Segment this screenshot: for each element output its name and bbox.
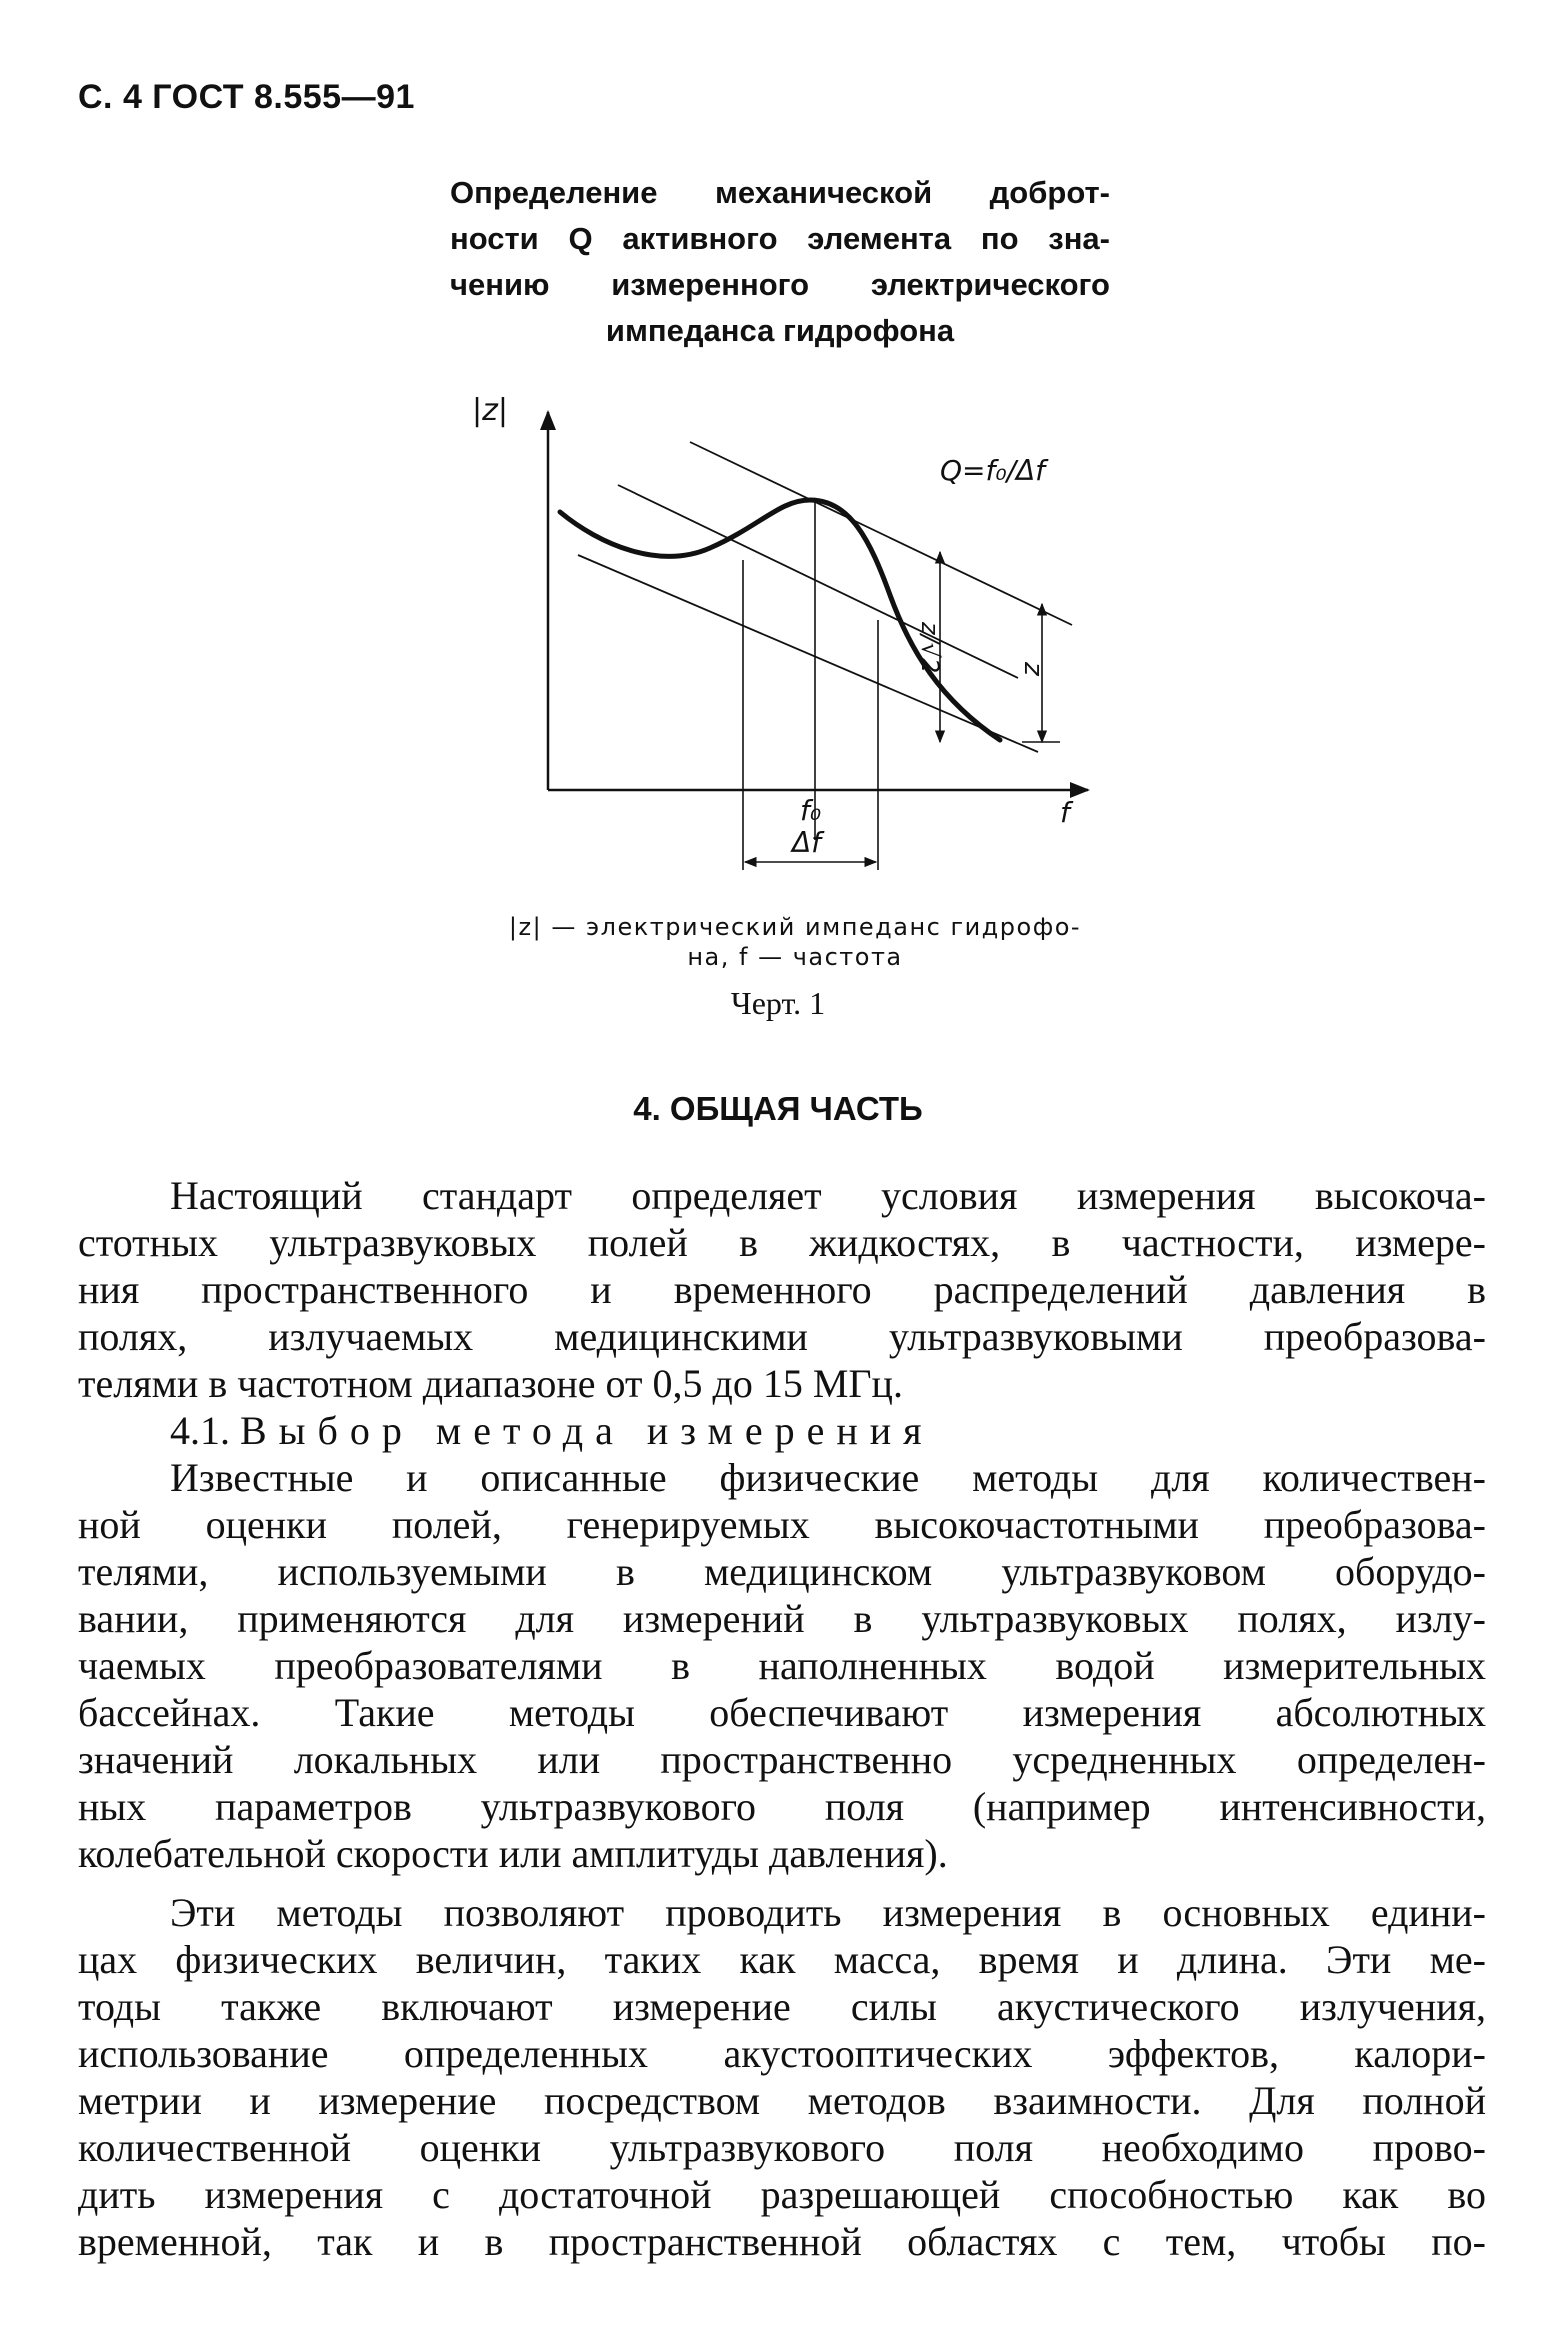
figure-title-line: импеданса гидрофона bbox=[605, 313, 955, 348]
text-line: тоды также включают измерение силы акустического излучения, bbox=[78, 1984, 1486, 2029]
z-label: z bbox=[1018, 662, 1048, 676]
caption-line: |z| — электрический импеданс гидрофо- bbox=[508, 913, 1082, 941]
subsection-title-text: Выбор метода измерения bbox=[240, 1408, 934, 1453]
figure-caption bbox=[470, 912, 1120, 972]
text-line: метрии и измерение посредством методов взаимности. Для полной bbox=[78, 2078, 1486, 2123]
text-line: вании, применяются для измерений в ультразвуковых полях, излу- bbox=[78, 1596, 1486, 1641]
text-line: значений локальных или пространственно усредненных определен- bbox=[78, 1737, 1486, 1782]
middle-reference-line bbox=[618, 485, 1018, 678]
paragraph-methods bbox=[78, 1454, 1486, 1877]
text-line: телями в частотном диапазоне от 0,5 до 15 МГц. bbox=[78, 1361, 903, 1406]
delta-f-label: Δf bbox=[792, 826, 822, 859]
text-line: чаемых преобразователями в наполненных водой измерительных bbox=[78, 1643, 1486, 1688]
impedance-curve bbox=[560, 500, 1000, 740]
impedance-diagram bbox=[460, 390, 1120, 890]
text-line: Известные и описанные физические методы для количествен- bbox=[170, 1455, 1486, 1500]
text-line: ных параметров ультразвукового поля (например интенсивности, bbox=[78, 1784, 1486, 1829]
text-line: количественной оценки ультразвукового поля необходимо прово- bbox=[78, 2125, 1486, 2170]
text-line: стотных ультразвуковых полей в жидкостях, в частности, измере- bbox=[78, 1220, 1486, 1265]
z-root2-label: z/√2 bbox=[916, 622, 944, 674]
figure-title-line: чению измеренного электрического bbox=[450, 267, 1110, 302]
text-line: бассейнах. Такие методы обеспечивают измерения абсолютных bbox=[78, 1690, 1486, 1735]
q-formula-label: Q=f₀/Δf bbox=[940, 454, 1046, 487]
text-line: ной оценки полей, генерируемых высокочастотными преобразова- bbox=[78, 1502, 1486, 1547]
text-line: Настоящий стандарт определяет условия измерения высокоча- bbox=[170, 1173, 1486, 1218]
text-line: ния пространственного и временного распределений давления в bbox=[78, 1267, 1486, 1312]
text-line: дить измерения с достаточной разрешающей способностью как во bbox=[78, 2172, 1486, 2217]
text-line: временной, так и в пространственной областях с тем, чтобы по- bbox=[78, 2219, 1486, 2264]
subsection-title-line bbox=[78, 1407, 1486, 1454]
paragraph-intro bbox=[78, 1172, 1486, 1407]
paragraph-units bbox=[78, 1889, 1486, 2265]
figure-title-line: Определение механической доброт- bbox=[450, 175, 1110, 210]
running-header: С. 4 ГОСТ 8.555—91 bbox=[78, 78, 415, 116]
figure-number: Черт. 1 bbox=[730, 985, 826, 1021]
subsection-title bbox=[78, 1407, 1486, 1454]
text-line: использование определенных акустооптических эффектов, калори- bbox=[78, 2031, 1486, 2076]
x-axis-label: f bbox=[1060, 796, 1070, 829]
figure-title-line: ности Q активного элемента по зна- bbox=[450, 221, 1110, 256]
impedance-figure bbox=[460, 390, 1120, 890]
caption-line: на, f — частота bbox=[687, 943, 903, 971]
section-heading: 4. ОБЩАЯ ЧАСТЬ bbox=[633, 1090, 923, 1127]
figure-title bbox=[450, 170, 1110, 354]
text-line: Эти методы позволяют проводить измерения в основных едини- bbox=[170, 1890, 1486, 1935]
text-line: телями, используемыми в медицинском ультразвуковом оборудо- bbox=[78, 1549, 1486, 1594]
text-line: цах физических величин, таких как масса, время и длина. Эти ме- bbox=[78, 1937, 1486, 1982]
subsection-number: 4.1. bbox=[170, 1408, 230, 1453]
text-line: колебательной скорости или амплитуды давления). bbox=[78, 1831, 948, 1876]
text-line: полях, излучаемых медицинскими ультразвуковыми преобразова- bbox=[78, 1314, 1486, 1359]
f0-label: f₀ bbox=[800, 794, 822, 827]
y-axis-label: |z| bbox=[472, 393, 508, 428]
